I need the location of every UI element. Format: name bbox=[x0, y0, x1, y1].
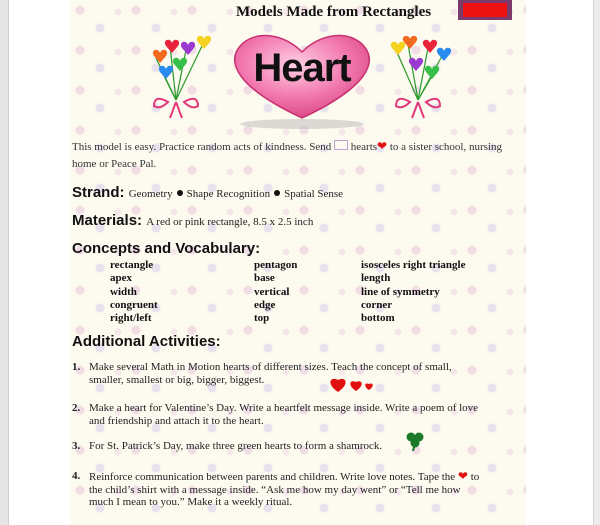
activity-item: 2. Make a heart for Valentine’s Day. Write a heartfelt message inside. Write a poem of love and friendship and attach it to the heart. bbox=[72, 402, 479, 427]
materials-text: A red or pink rectangle, 8.5 x 2.5 inch bbox=[146, 216, 314, 228]
viewer-left-edge bbox=[0, 0, 9, 525]
heart-word-title: Heart bbox=[253, 46, 351, 90]
three-hearts-icon bbox=[329, 375, 377, 395]
vocab-term: rectangle bbox=[110, 259, 154, 271]
vocab-term: vertical bbox=[254, 285, 290, 298]
viewer-scrollbar[interactable] bbox=[593, 0, 600, 525]
vocab-term: pentagon bbox=[254, 259, 298, 271]
vocab-column bbox=[361, 259, 465, 325]
vocab-term: apex bbox=[110, 272, 132, 285]
vocab-term: length bbox=[361, 272, 391, 285]
vocab-term: isosceles right triangle bbox=[361, 259, 466, 271]
page-title: Models Made from Rectangles bbox=[236, 4, 432, 20]
strand-item: Spatial Sense bbox=[284, 188, 344, 200]
intro-paragraph: This model is easy. Practice random acts of kindness. Send hearts❤ to a sister school, nursing home or Peace Pal. bbox=[72, 139, 502, 170]
vocab-term: base bbox=[254, 272, 275, 285]
activity-item: 4. Reinforce communication between parents and children. Write love notes. Tape the ❤ to the child’s shirt with a message inside. “Ask me how my day went” or “Tell me how much I mean to you.” Make it a weekly ritual. bbox=[72, 469, 480, 508]
bullet-icon bbox=[274, 190, 280, 196]
strand-item: Shape Recognition bbox=[186, 188, 271, 200]
materials-section: Materials: A red or pink rectangle, 8.5 x 2.5 inch bbox=[72, 212, 314, 229]
envelope-icon bbox=[334, 140, 348, 150]
vocab-term: bottom bbox=[361, 312, 395, 325]
strand-item: Geometry bbox=[128, 188, 173, 200]
activity-item: 3. For St. Patrick’s Day, make three green hearts to form a shamrock. bbox=[72, 440, 383, 452]
vocab-term: top bbox=[254, 312, 270, 325]
vocab-term: edge bbox=[254, 298, 276, 311]
heart-bouquet-icon-right bbox=[386, 36, 452, 122]
vocab-column bbox=[254, 259, 297, 325]
vocab-term: line of symmetry bbox=[361, 285, 440, 298]
vocab-term: corner bbox=[361, 298, 393, 311]
heart-icon: ❤ bbox=[377, 139, 388, 153]
bullet-icon bbox=[177, 190, 183, 196]
heart-bouquet-icon bbox=[146, 36, 212, 122]
activities-heading: Additional Activities: bbox=[72, 333, 221, 350]
red-flag-graphic bbox=[458, 0, 512, 20]
activity-item: 1. Make several Math in Motion hearts of different sizes. Teach the concept of small, smaller, smallest or big, bigger, biggest. bbox=[72, 361, 452, 386]
vocab-term: congruent bbox=[110, 298, 158, 311]
strand-section: Strand: Geometry Shape Recognition Spatial Sense bbox=[72, 184, 344, 201]
concepts-heading: Concepts and Vocabulary: bbox=[72, 240, 261, 257]
vocab-term: right/left bbox=[110, 312, 152, 325]
vocab-column bbox=[110, 259, 158, 325]
heart-icon: ❤ bbox=[457, 469, 468, 483]
shamrock-icon bbox=[404, 431, 426, 451]
heart-logo bbox=[218, 32, 386, 130]
vocab-term: width bbox=[110, 285, 137, 298]
